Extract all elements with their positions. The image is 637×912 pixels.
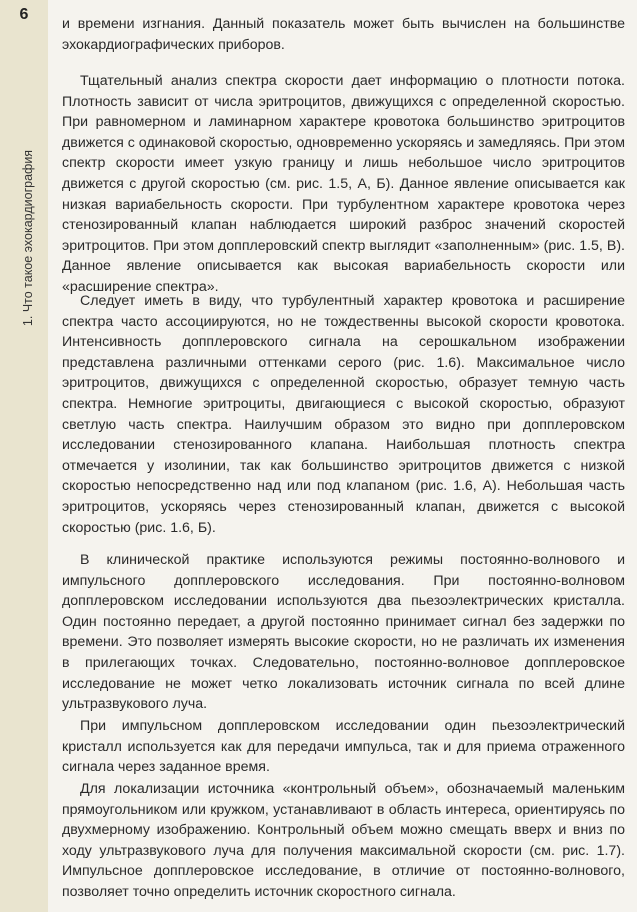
paragraph: Для локализации источника «контрольный объем», обозначаемый маленьким прямоугольником или кружком, устанавливают в область интереса, ориентируясь по двухмерному изображению. Контрольный объем можно смещать вверх и вниз по ходу ультразвукового луча для получения максимальной скорости (см. рис. 1.7). Импульсное допплеровское исследование, в отличие от постоянно-волнового, позволяет точно определить источник скоростного сигнала. [62,781,625,900]
chapter-title: 1. Что такое эхокардиография [21,149,35,327]
page-number: 6 [19,6,29,23]
paragraph: и времени изгнания. Данный показатель может быть вычислен на большинстве эхокардиографических приборов. [62,16,625,53]
paragraph: В клинической практике используются режимы постоянно-волнового и импульсного допплеровского исследования. При постоянно-волновом допплеровском исследовании используются два пьезоэлектрических кристалла. Один постоянно передает, а другой постоянно принимает сигнал без задержки по времени. Это позволяет измерять высокие скорости, но не различать их изменения в прилегающих точках. Следовательно, постоянно-волновое допплеровское исследование не может четко локализовать источник сигнала по всей длине ультразвукового луча. [62,552,625,713]
paragraph: При импульсном допплеровском исследовании один пьезоэлектрический кристалл используется как для передачи импульса, так и для приема отраженного сигнала через заданное время. [62,718,625,776]
paragraph: Тщательный анализ спектра скорости дает информацию о плотности потока. Плотность зависит от числа эритроцитов, движущихся с определенной скоростью. При равномерном и ламинарном характере кровотока большинство эритроцитов движется с одинаковой скоростью, одновременно ускоряясь и замедляясь. При этом спектр скорости имеет узкую границу и лишь небольшое число эритроцитов движется с другой скоростью (см. рис. 1.5, А, Б). Данное явление описывается как низкая вариабельность скорости. При турбулентном характере кровотока через стенозированный клапан наблюдается широкий разброс значений скоростей эритроцитов. При этом допплеровский спектр выглядит «заполненным» (рис. 1.5, В). Данное явление описывается как высокая вариабельность скорости или «расширение спектра». [62,73,625,295]
side-strip [0,0,48,912]
paragraph: Следует иметь в виду, что турбулентный характер кровотока и расширение спектра часто ассоциируются, но не тождественны высокой скорости кровотока. Интенсивность допплеровского сигнала на серошкальном изображении представлена различными оттенками серого (рис. 1.6). Максимальное число эритроцитов, движущихся с определенной скоростью, образует темную часть спектра. Немногие эритроциты, двигающиеся с высокой скоростью, образуют светлую часть спектра. Наилучшим образом это видно при допплеровском исследовании стенозированного клапана. Наибольшая плотность спектра отмечается у изолинии, так как большинство эритроцитов движется с низкой скоростью непосредственно над или под клапаном (рис. 1.6, А). Небольшая часть эритроцитов, ускоряясь через стенозированный клапан, движется с высокой скоростью (рис. 1.6, Б). [62,293,625,536]
